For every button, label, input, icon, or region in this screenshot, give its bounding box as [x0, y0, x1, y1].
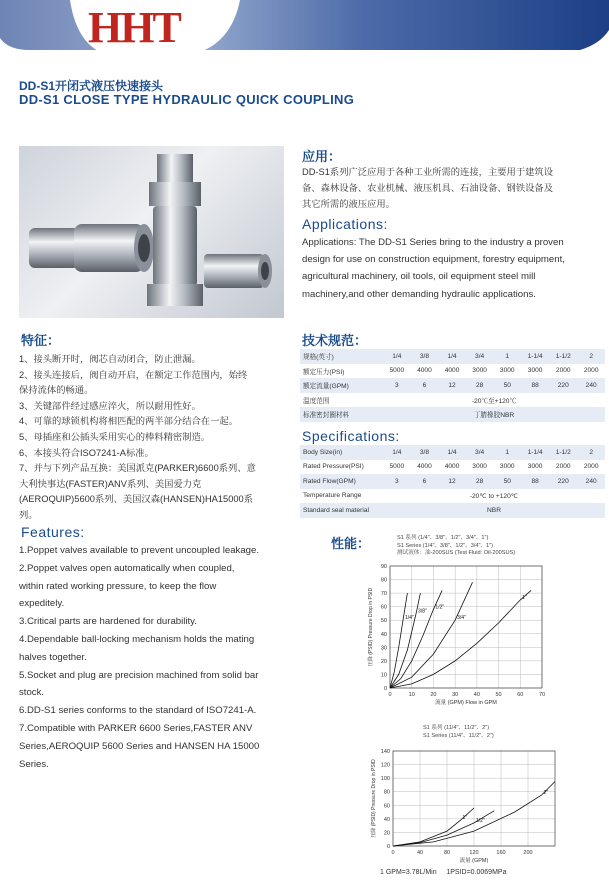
applications-text-en: Applications: The DD-S1 Series bring to the industry a proven design for use on construction equipment, forestry equipment, agricultural machinery, oil tools, oil equipment steel mill machinery,and other demanding hydraulic applications. — [302, 237, 565, 300]
x-tick-label: 0 — [388, 692, 392, 698]
brand-logo: HHT — [88, 3, 180, 52]
features-heading-cn: 特征： — [21, 333, 61, 348]
spec-table-en — [300, 445, 605, 518]
unit-footnote: 1 GPM=3.78L/Min 1PSID=0.0069MPa — [380, 869, 507, 876]
series-label: 1" — [522, 594, 527, 601]
applications-text-cn: DD-S1系列广泛应用于各种工业所需的连接，主要用于建筑设 备、森林设备、农业机械、液压机具、石油设备、钢铁设备及 其它所需的液压应用。 — [302, 167, 554, 209]
x-tick-label: 30 — [452, 692, 459, 698]
series-label: 1/4" — [405, 615, 414, 622]
series-line — [390, 590, 445, 688]
y-tick-label: 100 — [380, 776, 390, 783]
page-title-en: DD-S1 CLOSE TYPE HYDRAULIC QUICK COUPLING — [19, 92, 355, 107]
series-label: 1" — [462, 815, 468, 822]
series-label: 1/2" — [476, 817, 485, 824]
features-heading-en: Features: — [21, 524, 85, 540]
series-line — [390, 590, 531, 688]
y-tick-label: 20 — [383, 830, 390, 837]
chart2-caption: S1 系列 (11/4"、11/2"、2") S1 Series (11/4"、11/2"、2") — [423, 725, 494, 739]
applications-heading-en: Applications: — [302, 216, 388, 232]
series-label: 2" — [543, 790, 549, 797]
x-tick-label: 40 — [416, 850, 424, 856]
x-axis-label: 流量 (GPM) — [459, 858, 489, 864]
pressure-drop-chart-2 — [363, 745, 563, 865]
y-tick-label: 140 — [380, 749, 390, 755]
x-axis-label: 流量 (GPM) Flow in GPM — [435, 700, 497, 706]
x-tick-label: 40 — [473, 692, 480, 698]
product-photo — [19, 146, 284, 318]
table-row: Rated Flow(GPM) 3 6 12 28 50 88 220 240 — [300, 474, 605, 489]
table-row: Temperature Range -20℃ to +120℃ — [300, 489, 605, 504]
y-tick-label: 90 — [380, 564, 387, 570]
y-tick-label: 10 — [380, 672, 387, 679]
table-row: Rated Pressure(PSI) 5000 4000 4000 3000 3000 3000 2000 2000 — [300, 460, 605, 475]
series-label: 1/2" — [435, 604, 445, 611]
y-tick-label: 60 — [383, 803, 390, 810]
x-tick-label: 70 — [538, 692, 546, 698]
table-row: Body Size(in) 1/4 3/8 1/4 3/4 1 1-1/4 1-1/2 2 — [300, 445, 605, 460]
table-row: 额定流量(GPM) 3 6 12 28 50 88 220 240 — [300, 378, 605, 393]
y-tick-label: 30 — [380, 645, 387, 652]
table-row: Standard seal material NBR — [300, 503, 605, 518]
y-tick-label: 120 — [380, 762, 390, 769]
y-axis-label: 压降 (PSID) Pressure Drop in PSID — [371, 759, 377, 838]
features-list-en: 1.Poppet valves available to prevent uncoupled leakage. 2.Poppet valves open automatically when coupled, within rated working pressure, to keep the flow expeditely. 3.Critical parts are hardened for durability. 4.Dependable ball-locking mechanism holds the mating halves together. 5.Socket and plug are precision machined from solid bar stock. 6.DD-S1 series conforms to the standard of ISO7241-A. 7.Compatible with PARKER 6600 Series,FASTER ANV Series,AEROQUIP 5600 Series and HANSEN HA 15000 Series. — [19, 545, 260, 770]
series-label: 3/4" — [457, 615, 466, 622]
table-row: 温度范围 -20℃至+120℃ — [300, 393, 605, 408]
chart1-caption: S1 系列 (1/4"、3/8"、1/2"、3/4"、1") S1 Series (1/4"、3/8"、1/2"、3/4"、1") 测试液体：油-200SUS (Test Fluid: Oil-200SUS) — [397, 535, 516, 556]
series-line — [393, 808, 474, 846]
spec-table-cn — [300, 349, 605, 422]
series-line — [390, 582, 473, 688]
x-tick-label: 60 — [517, 692, 524, 698]
features-list-cn: 1、接头断开时，阀芯自动闭合，防止泄漏。 2、接头连接后，阀自动开启，在额定工作范围内，始终 保持流体的畅通。 3、关键部件经过感应淬火，所以耐用性好。 4、可靠的球锁机构将相匹配的两半部分结合在一起。 5、母插座和公插头采用实心的棒料精密制造。 6、本接头符合ISO7241-A标准。 7、并与下列产品互换：美国派克(PARKER)6600系列、意 大利快事达(FASTER)ANV系列、美国爱力克 (AEROQUIP)5600系列、美国汉森(HANSEN)HA15000系 列。 — [19, 354, 256, 520]
y-tick-label: 40 — [380, 631, 387, 638]
page-title-cn: DD-S1开闭式液压快速接头 — [19, 79, 164, 93]
y-tick-label: 80 — [380, 577, 387, 584]
spec-heading-cn: 技术规范： — [302, 333, 368, 348]
table-row: 标准密封圈材料 丁腈橡胶NBR — [300, 407, 605, 422]
x-tick-label: 80 — [443, 850, 451, 856]
series-label: 3/8" — [418, 608, 427, 615]
x-tick-label: 200 — [523, 850, 533, 856]
x-tick-label: 10 — [408, 692, 415, 698]
y-tick-label: 50 — [380, 618, 387, 625]
x-tick-label: 20 — [430, 692, 437, 698]
x-tick-label: 0 — [391, 850, 395, 856]
table-row: 额定压力(PSI) 5000 4000 4000 3000 3000 3000 2000 2000 — [300, 364, 605, 379]
x-tick-label: 120 — [469, 850, 479, 856]
y-tick-label: 70 — [380, 591, 387, 598]
y-tick-label: 0 — [386, 844, 390, 850]
y-tick-label: 80 — [383, 789, 390, 796]
table-row: 规格(英寸) 1/4 3/8 1/4 3/4 1 1-1/4 1-1/2 2 — [300, 349, 605, 364]
y-tick-label: 0 — [383, 686, 387, 692]
y-tick-label: 60 — [380, 604, 387, 611]
y-tick-label: 40 — [383, 816, 390, 823]
y-tick-label: 20 — [380, 658, 387, 665]
x-tick-label: 50 — [495, 692, 502, 698]
applications-heading-cn: 应用： — [302, 149, 342, 164]
pressure-drop-chart-1 — [366, 560, 566, 720]
spec-heading-en: Specifications: — [302, 428, 400, 444]
y-axis-label: 压降 (PSID) Pressure Drop in PSID — [368, 587, 374, 667]
performance-heading: 性能： — [331, 536, 371, 551]
x-tick-label: 160 — [496, 850, 506, 856]
